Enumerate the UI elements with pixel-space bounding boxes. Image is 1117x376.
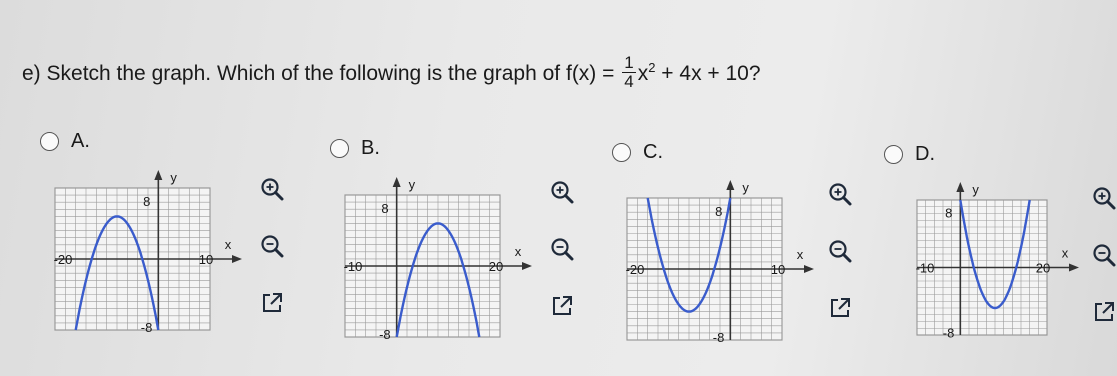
x-axis-label: x xyxy=(224,237,232,252)
zoom-in-icon[interactable] xyxy=(826,180,854,208)
y-axis-label: y xyxy=(972,182,979,197)
y-axis-label: y xyxy=(170,170,177,185)
option-c-tools xyxy=(826,180,854,322)
option-d-label: D. xyxy=(915,143,935,165)
option-d[interactable] xyxy=(884,143,935,166)
x-tick-right-label: 10 xyxy=(198,252,214,267)
x-tick-right-label: 20 xyxy=(488,259,504,274)
popout-icon[interactable] xyxy=(258,289,286,317)
option-a-header[interactable] xyxy=(40,130,90,153)
option-a-radio[interactable] xyxy=(40,132,59,151)
x-axis-arrow xyxy=(522,262,532,270)
option-c-radio[interactable] xyxy=(612,143,631,162)
option-b-header[interactable] xyxy=(330,137,380,160)
zoom-in-icon[interactable] xyxy=(1090,184,1117,212)
y-axis-arrow xyxy=(956,182,964,192)
function-lhs: f(x) = xyxy=(565,62,615,86)
y-tick-label: 8 xyxy=(715,204,723,220)
y-tick-neg-label: -8 xyxy=(379,326,391,342)
option-b-label: B. xyxy=(361,137,380,159)
option-c-label: C. xyxy=(643,141,663,163)
function-variable: x xyxy=(637,62,649,86)
zoom-out-icon[interactable] xyxy=(826,237,854,265)
y-tick-label: 8 xyxy=(945,205,953,221)
y-axis-arrow xyxy=(154,170,162,180)
y-axis-label: y xyxy=(742,180,749,195)
option-d-tools xyxy=(1090,184,1117,326)
x-tick-left-label: -10 xyxy=(343,259,363,274)
x-tick-left-label: -10 xyxy=(915,260,935,276)
option-d-radio[interactable] xyxy=(884,145,903,164)
option-c-header[interactable] xyxy=(612,141,663,164)
y-axis-arrow xyxy=(393,177,401,187)
x-tick-right-label: 20 xyxy=(1035,260,1051,276)
x-axis-label: x xyxy=(796,247,804,262)
x-axis-arrow xyxy=(232,255,242,263)
option-c[interactable] xyxy=(612,141,663,164)
option-c-graph xyxy=(622,178,822,350)
y-axis-label: y xyxy=(408,177,416,192)
y-tick-neg-label: -8 xyxy=(140,319,153,335)
option-a-graph xyxy=(50,168,250,340)
popout-icon[interactable] xyxy=(548,292,576,320)
option-b-radio[interactable] xyxy=(330,139,349,158)
option-b-graph xyxy=(340,175,540,347)
popout-icon[interactable] xyxy=(1090,298,1117,326)
x-axis-arrow xyxy=(804,265,814,273)
popout-icon[interactable] xyxy=(826,294,854,322)
y-tick-neg-label: -8 xyxy=(942,325,955,341)
option-b-tools xyxy=(548,178,576,320)
fraction xyxy=(622,54,635,91)
y-tick-neg-label: -8 xyxy=(712,329,725,345)
option-d-header[interactable] xyxy=(884,143,935,166)
fraction-numerator: 1 xyxy=(624,53,634,72)
option-b[interactable] xyxy=(330,137,380,160)
zoom-in-icon[interactable] xyxy=(548,178,576,206)
function-exponent: 2 xyxy=(648,60,656,76)
x-tick-left-label: -20 xyxy=(53,252,73,267)
y-tick-label: 8 xyxy=(381,201,389,217)
question-prefix: e) Sketch the graph. Which of the following is the graph of xyxy=(22,62,561,86)
x-tick-left-label: -20 xyxy=(625,262,645,277)
option-a[interactable] xyxy=(40,130,90,153)
fraction-denominator: 4 xyxy=(624,72,634,91)
option-a-label: A. xyxy=(71,130,90,152)
zoom-out-icon[interactable] xyxy=(548,235,576,263)
x-tick-right-label: 10 xyxy=(770,262,786,277)
y-tick-label: 8 xyxy=(143,194,151,210)
x-axis-arrow xyxy=(1069,264,1079,272)
question-text xyxy=(22,53,761,93)
x-axis-label: x xyxy=(1061,245,1069,261)
zoom-in-icon[interactable] xyxy=(258,175,286,203)
function-rest: + 4x + 10? xyxy=(661,62,761,86)
y-axis-arrow xyxy=(726,180,734,190)
zoom-out-icon[interactable] xyxy=(1090,241,1117,269)
option-a-tools xyxy=(258,175,286,317)
option-d-graph xyxy=(912,180,1087,345)
zoom-out-icon[interactable] xyxy=(258,232,286,260)
x-axis-label: x xyxy=(514,244,522,259)
